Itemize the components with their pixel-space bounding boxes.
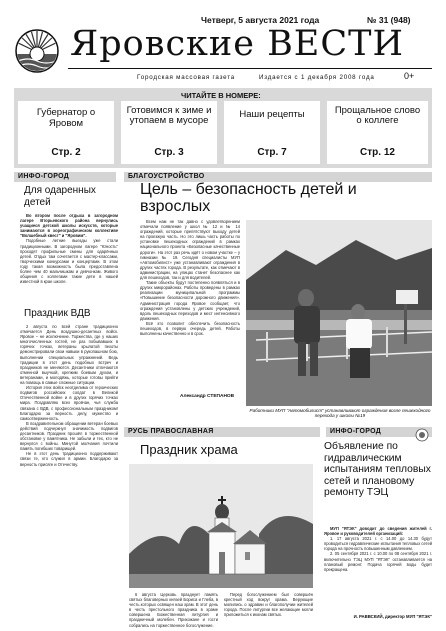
article-author: Александр СТЕПАНОВ	[180, 394, 235, 399]
inside-item[interactable]	[18, 101, 114, 164]
article-paragraph: Всё это позволит обеспечить безопасность пешеходов, в первую очередь детей. Работы выполнены качественно и в срок.	[140, 320, 240, 337]
newspaper-logo-icon	[14, 28, 60, 74]
masthead-subtitle: Городская массовая газета	[137, 74, 236, 81]
article-lead: Во втором после отдыха в загородном лагере Вторьевского района вернулись учащиеся детской школы искусств, которые занимаются в хореографическом коллективе "Волшебный квест" и "Яровим".	[20, 213, 118, 239]
article-paragraph: 1. 17 августа 2021 г. с 14.00 до 14.30 будут проводиться гидравлические испытания тепловых сетей города на прочность повышенным давлением.	[324, 536, 432, 552]
article-signature: И. РАВВСКИЙ, директор МУП "ЯТЭК"	[353, 614, 432, 619]
masthead-date: Четверг, 5 августа 2021 года	[201, 15, 320, 25]
article-paragraph: Такие объекты будут постепенно появляться и в других микрорайонах. Работы проведены в рамках реализации муниципальной программы «Повышение безопасности дорожного движения». Администрация города Яровое сообщает, что ограждения установлены у детских учреждений, вдоль пешеходных переходов и мест интенсивного движения.	[140, 280, 240, 321]
section-tag: РУСЬ ПРАВОСЛАВНАЯ	[124, 427, 320, 437]
article-paragraph: История этих войск неотделима от героических подвигов российских солдат в Великой Отечественной войне и в других горячих точках мира. Поздравляю всех яровчан, чья служба связана с ВДВ, с профессиональным праздником! Благодарю за верность делу, мужество и самоотверженность.	[20, 385, 118, 421]
article-body	[140, 219, 240, 401]
inside-heading: ЧИТАЙТЕ В НОМЕРЕ:	[181, 91, 261, 100]
article-body	[224, 592, 313, 628]
article-body	[20, 213, 118, 289]
article-paragraph: Перед богослужением был совершён крестный ход вокруг храма. Верующие молились о здравии и благополучии жителей города. После литургии все желающие могли приложиться к иконам святых.	[224, 592, 313, 618]
inside-item[interactable]	[327, 101, 428, 164]
inside-item-title: Наши рецепты	[239, 109, 305, 120]
article-body	[129, 592, 218, 628]
section-tag: ИНФО-ГОРОД	[14, 172, 116, 182]
inside-item-title: Готовимся к зиме и утопаем в мусоре	[126, 105, 212, 126]
inside-item-page: Стр. 12	[360, 147, 395, 158]
age-rating: 0+	[404, 71, 415, 81]
article-headline[interactable]: Праздник храма	[140, 442, 238, 457]
article-photo	[246, 220, 432, 406]
masthead-issue: № 31 (948)	[367, 15, 411, 25]
inside-item[interactable]	[224, 101, 320, 164]
article-paragraph: В поздравительном обращении ветеран боевых действий подчеркнул значимость подвигов десантников. Праздник прошёл в торжественной обстановке у памятника. Не забыли и тех, кто не вернулся с войны. Минутой молчания почтили память погибших товарищей.	[20, 420, 118, 452]
inside-item[interactable]	[121, 101, 217, 164]
article-body	[324, 526, 432, 614]
inside-item-title: Губернатор о Яровом	[36, 107, 96, 129]
article-headline[interactable]: Праздник ВДВ	[24, 308, 91, 319]
inside-item-title: Прощальное слово о коллеге	[334, 105, 421, 126]
article-paragraph: Подобные летние выезды уже стали традиционными. В загородном лагере "Юность" проходят профильные смены для одарённых детей. Отдых там сочетается с мастер-классами, творческими конкурсами и концертами. В этом году такая возможность была предоставлена более чем 40 мальчишкам и девчонкам. Живого общения с коллегами такие дети в нашей известной в крае школе.	[20, 238, 118, 285]
article-lead: МУП "ЯТЭК" доводит до сведения жителей г. Яровое и руководителей организаций:	[324, 526, 432, 537]
church-photo	[129, 464, 313, 588]
article-paragraph: Не в этот день традиционно поддерживают связи те, кто служил в армии. Благодарю за верность присяге и Отечеству.	[20, 451, 118, 467]
inside-item-page: Стр. 3	[154, 147, 184, 158]
article-headline[interactable]: Цель – безопасность детей и взрослых	[140, 181, 357, 215]
article-headline[interactable]: Объявление по гидравлическим испытаниям тепловых сетей и плановому ремонту ТЭЦ	[324, 441, 431, 499]
section-tag: ИНФО-ГОРОД	[326, 427, 432, 437]
article-headline[interactable]: Для одаренных детей	[24, 185, 96, 208]
inside-item-page: Стр. 2	[51, 147, 81, 158]
water-drop-icon	[415, 427, 429, 441]
photo-caption: Работники МУП "Автомобилист" устанавливают ограждения возле пешеходного перехода у школы №19	[249, 408, 431, 419]
article-paragraph: 2. 05 сентября 2021 г. с 10.00 по 08 сентября 2021 г. включительно ТЭЦ МУП "ЯТЭК" останавливается на плановый ремонт. Подача горячей воды будет прекращена.	[324, 551, 432, 572]
article-paragraph: 2 августа по всей стране традиционно отмечается День воздушно-десантных войск. Яровое – не исключение. Торжества, где у наших многочисленных гостей, не раз побывавших в горячих точках, ветераны крылатой пехоты демонстрировали свои навыки в рукопашном бою, выполнении специальных упражнений. Ведь традиции в этот день подобных встреч и праздников не меняются. Десантники отличаются отменной выучкой, крепким боевым духом, и ветеранами, и молодёжь, которые готовы прийти на помощь в самые сложные ситуации.	[20, 324, 118, 386]
article-paragraph: Всем нам не так давно с удовлетворением отмечали появление у школ № 12 и № 14 ограждений, которые препятствуют выходу детей на проезжую часть. Но это лишь часть работы по установке пешеходных ограждений в рамках национального проекта «Безопасные качественные дороги». На этот раз речь идёт о новом участке – у гимназии № 19. Сегодня специалисты МУП «Автомобилист» уже устанавливают ограждения в других частях города. В результате, как отмечают в администрации, на улицах станет безопаснее как для пешеходов, так и для водителей.	[140, 219, 240, 281]
section-tag: БЛАГОУСТРОЙСТВО	[124, 172, 432, 182]
article-body	[20, 324, 118, 619]
masthead-founded: Издается с 1 декабря 2008 года	[259, 74, 375, 81]
inside-item-page: Стр. 7	[257, 147, 287, 158]
article-paragraph: 6 августа Церковь празднует память святых благоверных князей Бориса и Глеба, в честь которых освящен наш храм. В этот день в честь престольного праздника в храме совершена Божественная литургия и праздничный молебен. Прихожане и гости собрались на торжественное богослужение.	[129, 592, 218, 628]
masthead-title: Яровские ВЕСТИ	[70, 24, 405, 64]
